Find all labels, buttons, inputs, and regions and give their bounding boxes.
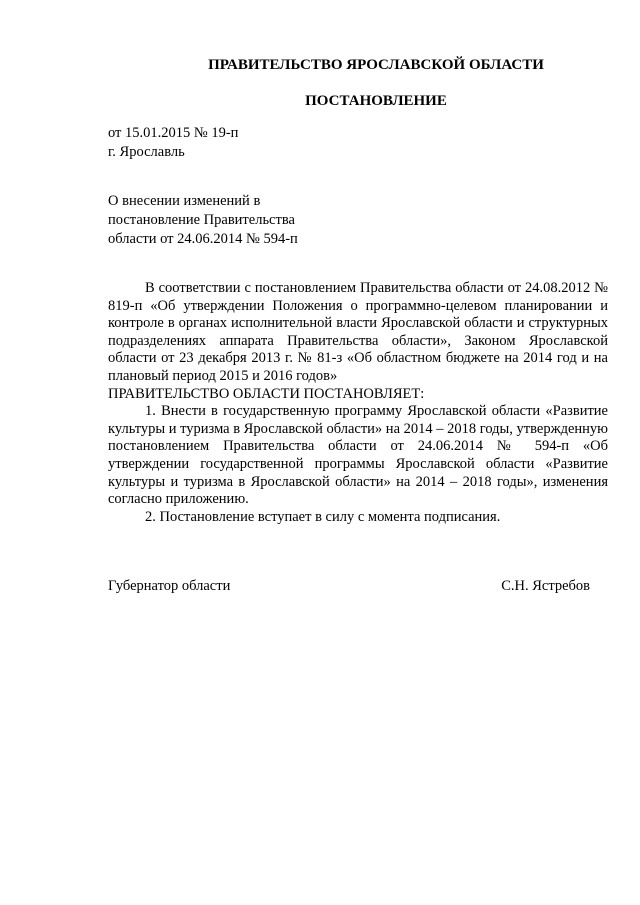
- document-city: г. Ярославль: [108, 144, 185, 160]
- signatory-name: С.Н. Ястребов: [501, 578, 590, 594]
- item-1-paragraph: 1. Внести в государственную программу Ярославской области «Развитие культуры и туризма в Ярославской области» на 2014 – 2018 годы, утвержденную постановлением Правительства области от 24.06.2014 № 594-п «Об утверждении государственной программы Ярославской области «Развитие культуры и туризма в Ярославской области» на 2014 – 2018 годы», изменения согласно приложению.: [108, 403, 609, 508]
- organization-title: ПРАВИТЕЛЬСТВО ЯРОСЛАВСКОЙ ОБЛАСТИ: [208, 57, 544, 73]
- subject-line: О внесении изменений в: [108, 193, 261, 209]
- subject-line: области от 24.06.2014 № 594-п: [108, 231, 298, 247]
- signatory-position: Губернатор области: [108, 578, 231, 594]
- item-2-paragraph: 2. Постановление вступает в силу с момента подписания.: [145, 508, 501, 525]
- document-type-title: ПОСТАНОВЛЕНИЕ: [305, 93, 447, 109]
- signature-block: [108, 577, 590, 595]
- document-date-number: от 15.01.2015 № 19-п: [108, 125, 239, 141]
- document-meta: [108, 124, 238, 162]
- decree-heading: ПРАВИТЕЛЬСТВО ОБЛАСТИ ПОСТАНОВЛЯЕТ:: [108, 385, 425, 402]
- document-subject: [108, 192, 298, 249]
- document-body: [108, 280, 608, 526]
- preamble-paragraph: В соответствии с постановлением Правительства области от 24.08.2012 № 819-п «Об утверждении Положения о программно-целевом планировании и контроле в органах исполнительной власти Ярославской области и структурных подразделениях аппарата Правительства области», Законом Ярославской области от 23 декабря 2013 г. № 81-з «Об областном бюджете на 2014 год и на плановый период 2015 и 2016 годов»: [108, 280, 608, 384]
- subject-line: постановление Правительства: [108, 212, 295, 228]
